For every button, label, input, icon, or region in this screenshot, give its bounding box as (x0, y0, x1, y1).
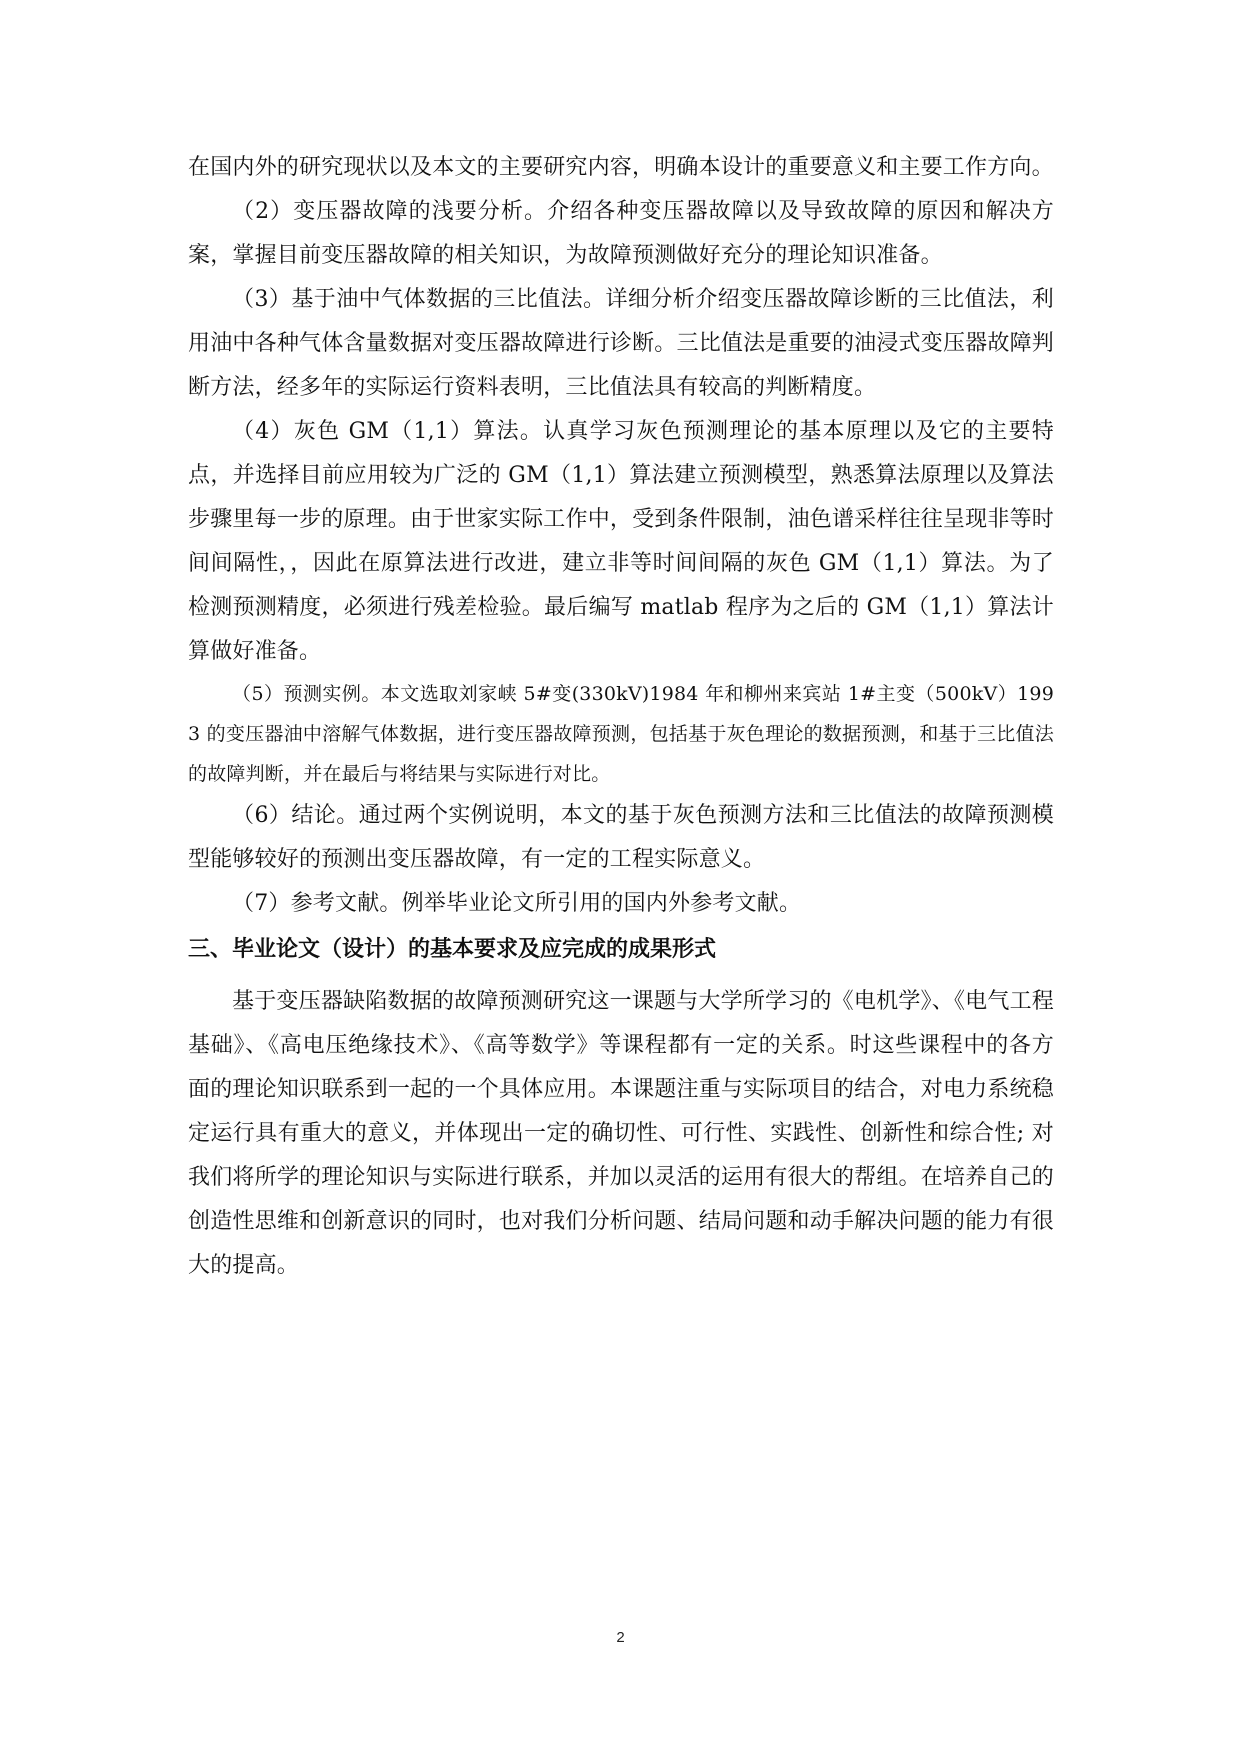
section-heading: 三、毕业论文（设计）的基本要求及应完成的成果形式 (188, 937, 717, 962)
section-body-paragraph: 基于变压器缺陷数据的故障预测研究这一课题与大学所学习的《电机学》、《电气工程基础》、《高电压绝缘技术》、《高等数学》等课程都有一定的关系。时这些课程中的各方面的理论知识联系到一起的一个具体应用。本课题注重与实际项目的结合，对电力系统稳定运行具有重大的意义，并体现出一定的确切性、可行性、实践性、创新性和综合性; 对我们将所学的理论知识与实际进行联系，并加以灵活的运用有很大的帮组。在培养自己的创造性思维和创新意识的同时，也对我们分析问题、结局问题和动手解决问题的能力有很大的提高。 (188, 989, 1054, 1278)
paragraph-item-2: （2）变压器故障的浅要分析。介绍各种变压器故障以及导致故障的原因和解决方案，掌握目前变压器故障的相关知识，为故障预测做好充分的理论知识准备。 (188, 199, 1054, 268)
paragraph-item-5: （5）预测实例。本文选取刘家峡 5#变(330kV)1984 年和柳州来宾站 1#主变（500kV）1993 的变压器油中溶解气体数据，进行变压器故障预测，包括基于灰色理论的数据预测，和基于三比值法的故障判断，并在最后与将结果与实际进行对比。 (188, 683, 1054, 785)
paragraph-item-3: （3）基于油中气体数据的三比值法。详细分析介绍变压器故障诊断的三比值法，利用油中各种气体含量数据对变压器故障进行诊断。三比值法是重要的油浸式变压器故障判断方法，经多年的实际运行资料表明，三比值法具有较高的判断精度。 (188, 287, 1054, 400)
paragraph-item-7: （7）参考文献。例举毕业论文所引用的国内外参考文献。 (232, 891, 802, 916)
paragraph-item-4: （4）灰色 GM（1,1）算法。认真学习灰色预测理论的基本原理以及它的主要特点，并选择目前应用较为广泛的 GM（1,1）算法建立预测模型，熟悉算法原理以及算法步骤里每一步的原理。由于世家实际工作中，受到条件限制，油色谱采样往往呈现非等时间间隔性，，因此在原算法进行改进，建立非等时间间隔的灰色 GM（1,1）算法。为了检测预测精度，必须进行残差检验。最后编写 matlab 程序为之后的 GM（1,1）算法计算做好准备。 (188, 419, 1054, 664)
page-number: 2 (616, 1629, 625, 1646)
paragraph-item-6: （6）结论。通过两个实例说明，本文的基于灰色预测方法和三比值法的故障预测模型能够较好的预测出变压器故障，有一定的工程实际意义。 (188, 803, 1054, 872)
paragraph-intro-continuation: 在国内外的研究现状以及本文的主要研究内容，明确本设计的重要意义和主要工作方向。 (188, 155, 1054, 180)
document-page (188, 146, 1054, 1288)
